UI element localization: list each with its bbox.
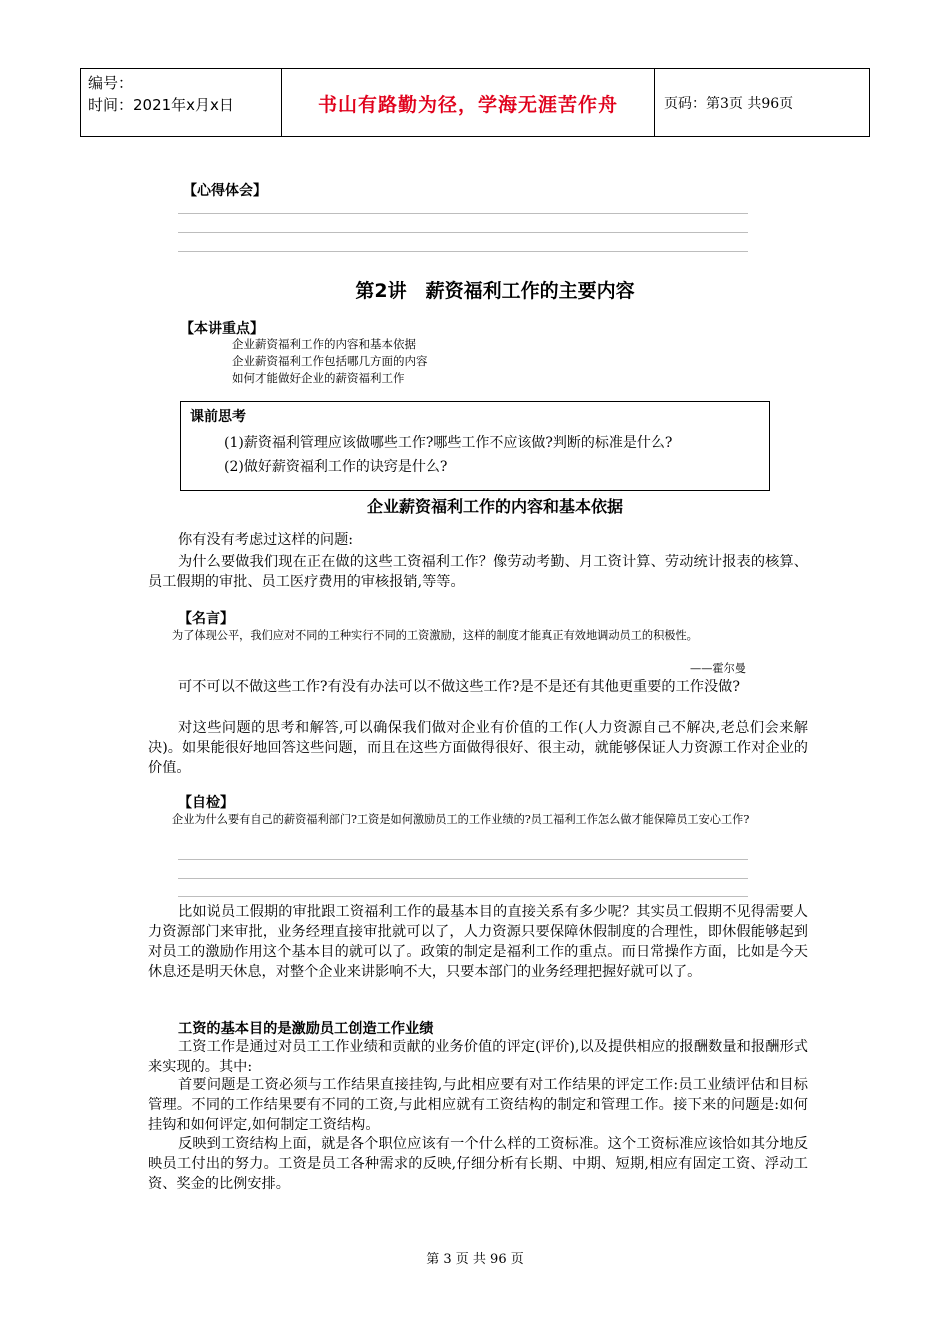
preview-title: 课前思考 xyxy=(190,409,246,425)
section-subtitle: 企业薪资福利工作的内容和基本依据 xyxy=(366,497,623,516)
self-check-label: 【自检】 xyxy=(178,795,234,811)
preview-question: (1)薪资福利管理应该做哪些工作?哪些工作不应该做?判断的标准是什么? xyxy=(224,435,673,451)
code-label: 编号： xyxy=(88,74,134,92)
header-divider xyxy=(281,68,282,136)
quote-text: 为了体现公平，我们应对不同的工种实行不同的工资激励，这样的制度才能真正有效地调动员工的积极性。 xyxy=(172,629,698,642)
paragraph: 可不可以不做这些工作?有没有办法可以不做这些工作?是不是还有其他更重要的工作没做? xyxy=(178,679,740,695)
header-divider xyxy=(654,68,655,136)
note-line xyxy=(178,896,748,897)
page-footer: 第 3 页 共 96 页 xyxy=(426,1252,524,1267)
note-line xyxy=(178,878,748,879)
self-check-text: 企业为什么要有自己的薪资福利部门?工资是如何激励员工的工作业绩的?员工福利工作怎么做才能保障员工安心工作? xyxy=(172,813,750,826)
quote-author: ——霍尔曼 xyxy=(690,662,746,675)
header-divider xyxy=(80,68,81,136)
paragraph: 工资工作是通过对员工工作业绩和贡献的业务价值的评定(评价),以及提供相应的报酬数量和报酬形式来实现的。其中: xyxy=(148,1039,808,1075)
paragraph: 首要问题是工资必须与工作结果直接挂钩,与此相应要有对工作结果的评定工作:员工业绩评估和目标管理。不同的工作结果要有不同的工资,与此相应就有工资结构的制定和管理工作。接下来的问题是:如何挂钩和如何评定,如何制定工资结构。 xyxy=(148,1077,808,1133)
header-bottom-rule xyxy=(80,136,870,137)
header-motto: 书山有路勤为径，学海无涯苦作舟 xyxy=(317,94,618,116)
paragraph: 反映到工资结构上面，就是各个职位应该有一个什么样的工资标准。这个工资标准应该恰如其分地反映员工付出的努力。工资是员工各种需求的反映,仔细分析有长期、中期、短期,相应有固定工资、浮动工资、奖金的比例安排。 xyxy=(148,1136,808,1192)
paragraph: 比如说员工假期的审批跟工资福利工作的最基本目的直接关系有多少呢？其实员工假期不见得需要人力资源部门来审批，业务经理直接审批就可以了，人力资源只要保障休假制度的合理性，即休假能够起到对员工的激励作用这个基本目的就可以了。政策的制定是福利工作的重点。而日常操作方面，比如是今天休息还是明天休息，对整个企业来讲影响不大，只要本部门的业务经理把握好就可以了。 xyxy=(148,904,808,980)
focus-item: 企业薪资福利工作包括哪几方面的内容 xyxy=(232,354,428,368)
focus-label: 【本讲重点】 xyxy=(180,321,264,337)
note-line xyxy=(178,213,748,214)
note-line xyxy=(178,251,748,252)
header-top-rule xyxy=(80,68,870,69)
lecture-title: 第2讲 薪资福利工作的主要内容 xyxy=(355,280,635,302)
paragraph: 你有没有考虑过这样的问题: xyxy=(178,532,354,548)
header-page-info: 页码：第3页 共96页 xyxy=(664,96,794,112)
reflection-label: 【心得体会】 xyxy=(183,183,267,199)
focus-item: 企业薪资福利工作的内容和基本依据 xyxy=(232,337,416,351)
quote-label: 【名言】 xyxy=(178,611,234,627)
paragraph: 为什么要做我们现在正在做的这些工资福利工作？像劳动考勤、月工资计算、劳动统计报表的核算、员工假期的审批、员工医疗费用的审核报销,等等。 xyxy=(148,554,808,590)
header-divider xyxy=(869,68,870,136)
time-label: 时间：2021年x月x日 xyxy=(88,96,234,114)
header-meta xyxy=(88,72,234,116)
paragraph: 对这些问题的思考和解答,可以确保我们做对企业有价值的工作(人力资源自己不解决,老总们会来解决)。如果能很好地回答这些问题，而且在这些方面做得很好、很主动，就能够保证人力资源工作对企业的价值。 xyxy=(148,720,808,776)
note-line xyxy=(178,859,748,860)
preview-question: (2)做好薪资福利工作的诀窍是什么? xyxy=(224,459,448,475)
section-heading: 工资的基本目的是激励员工创造工作业绩 xyxy=(178,1021,434,1037)
focus-item: 如何才能做好企业的薪资福利工作 xyxy=(232,371,405,385)
note-line xyxy=(178,232,748,233)
